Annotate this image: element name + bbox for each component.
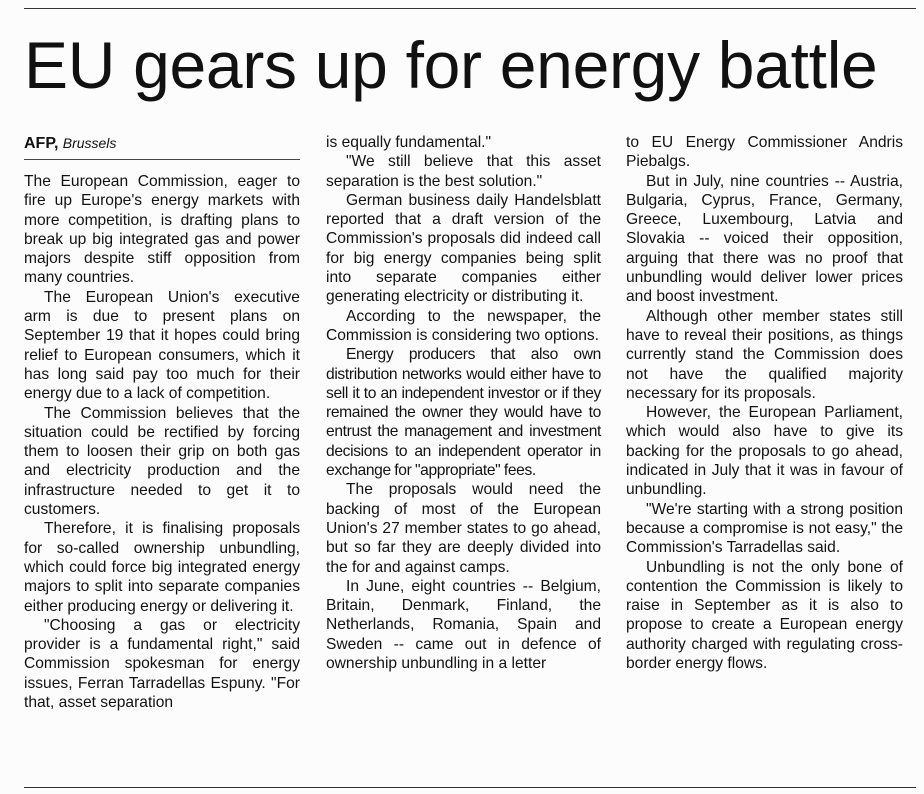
paragraph: Therefore, it is finalising proposals for so-called ownership unbundling, which could force big integrated energy majors to split into separate companies either producing energy or delivering it. [24, 520, 300, 615]
byline [24, 133, 300, 160]
paragraph: The Commission believes that the situation could be rectified by forcing them to loosen their grip on both gas and electricity production and the infrastructure needed to get it to customers. [24, 404, 300, 519]
headline: EU gears up for energy battle [24, 28, 878, 102]
paragraph: However, the European Parliament, which would also have to give its backing for the proposals to go ahead, indicated in July that it was in favour of unbundling. [626, 404, 903, 499]
paragraph: But in July, nine countries -- Austria, Bulgaria, Cyprus, France, Germany, Greece, Luxembourg, Latvia and Slovakia -- voiced their opposition, arguing that there was no proof that unbundling would deliver lower prices and boost investment. [626, 172, 903, 306]
paragraph: The European Commission, eager to fire up Europe's energy markets with more competition, is drafting plans to break up big integrated gas and power majors despite stiff opposition from many countries. [24, 173, 300, 287]
column-1 [24, 133, 300, 712]
paragraph: According to the newspaper, the Commission is considering two options. [326, 307, 601, 344]
bottom-rule [24, 787, 916, 788]
paragraph: German business daily Handelsblatt reported that a draft version of the Commission's proposals did indeed call for big energy companies being split into separate companies either generating electricity or distributing it. [326, 191, 601, 306]
paragraph-continued: is equally fundamental." [326, 134, 492, 151]
paragraph: Energy producers that also own distribution networks would either have to sell it to an independent investor or if they remained the owner they would have to entrust the management and investment decisions to an independent operator in exchange for "appropriate" fees. [326, 346, 601, 480]
byline-dateline: Brussels [62, 135, 117, 151]
top-rule [24, 8, 916, 9]
paragraph: The proposals would need the backing of most of the European Union's 27 member states to go ahead, but so far they are deeply divided into the for and against camps. [326, 481, 601, 576]
paragraph: The European Union's executive arm is due to present plans on September 19 that it hopes could bring relief to European consumers, which it has long said pay too much for their energy due to a lack of competition. [24, 288, 300, 403]
paragraph: In June, eight countries -- Belgium, Britain, Denmark, Finland, the Netherlands, Romania, Spain and Sweden -- came out in defence of ownership unbundling in a letter [326, 577, 601, 673]
paragraph-continued: to EU Energy Commissioner Andris Piebalgs. [626, 134, 903, 171]
paragraph: "We're starting with a strong position because a compromise is not easy," the Commission's Tarradellas said. [626, 500, 903, 557]
column-3 [626, 133, 903, 673]
paragraph: Although other member states still have to reveal their positions, as things currently stand the Commission does not have the qualified majority necessary for its proposals. [626, 307, 903, 402]
byline-agency: AFP, [24, 135, 59, 152]
paragraph: "We still believe that this asset separation is the best solution." [326, 153, 601, 190]
paragraph: Unbundling is not the only bone of contention the Commission is likely to raise in September as it is also to propose to create a European energy authority charged with regulating cross-border energy flows. [626, 558, 903, 673]
column-2 [326, 133, 601, 673]
paragraph: "Choosing a gas or electricity provider is a fundamental right," said Commission spokesman for energy issues, Ferran Tarradellas Espuny. "For that, asset separation [24, 616, 300, 712]
